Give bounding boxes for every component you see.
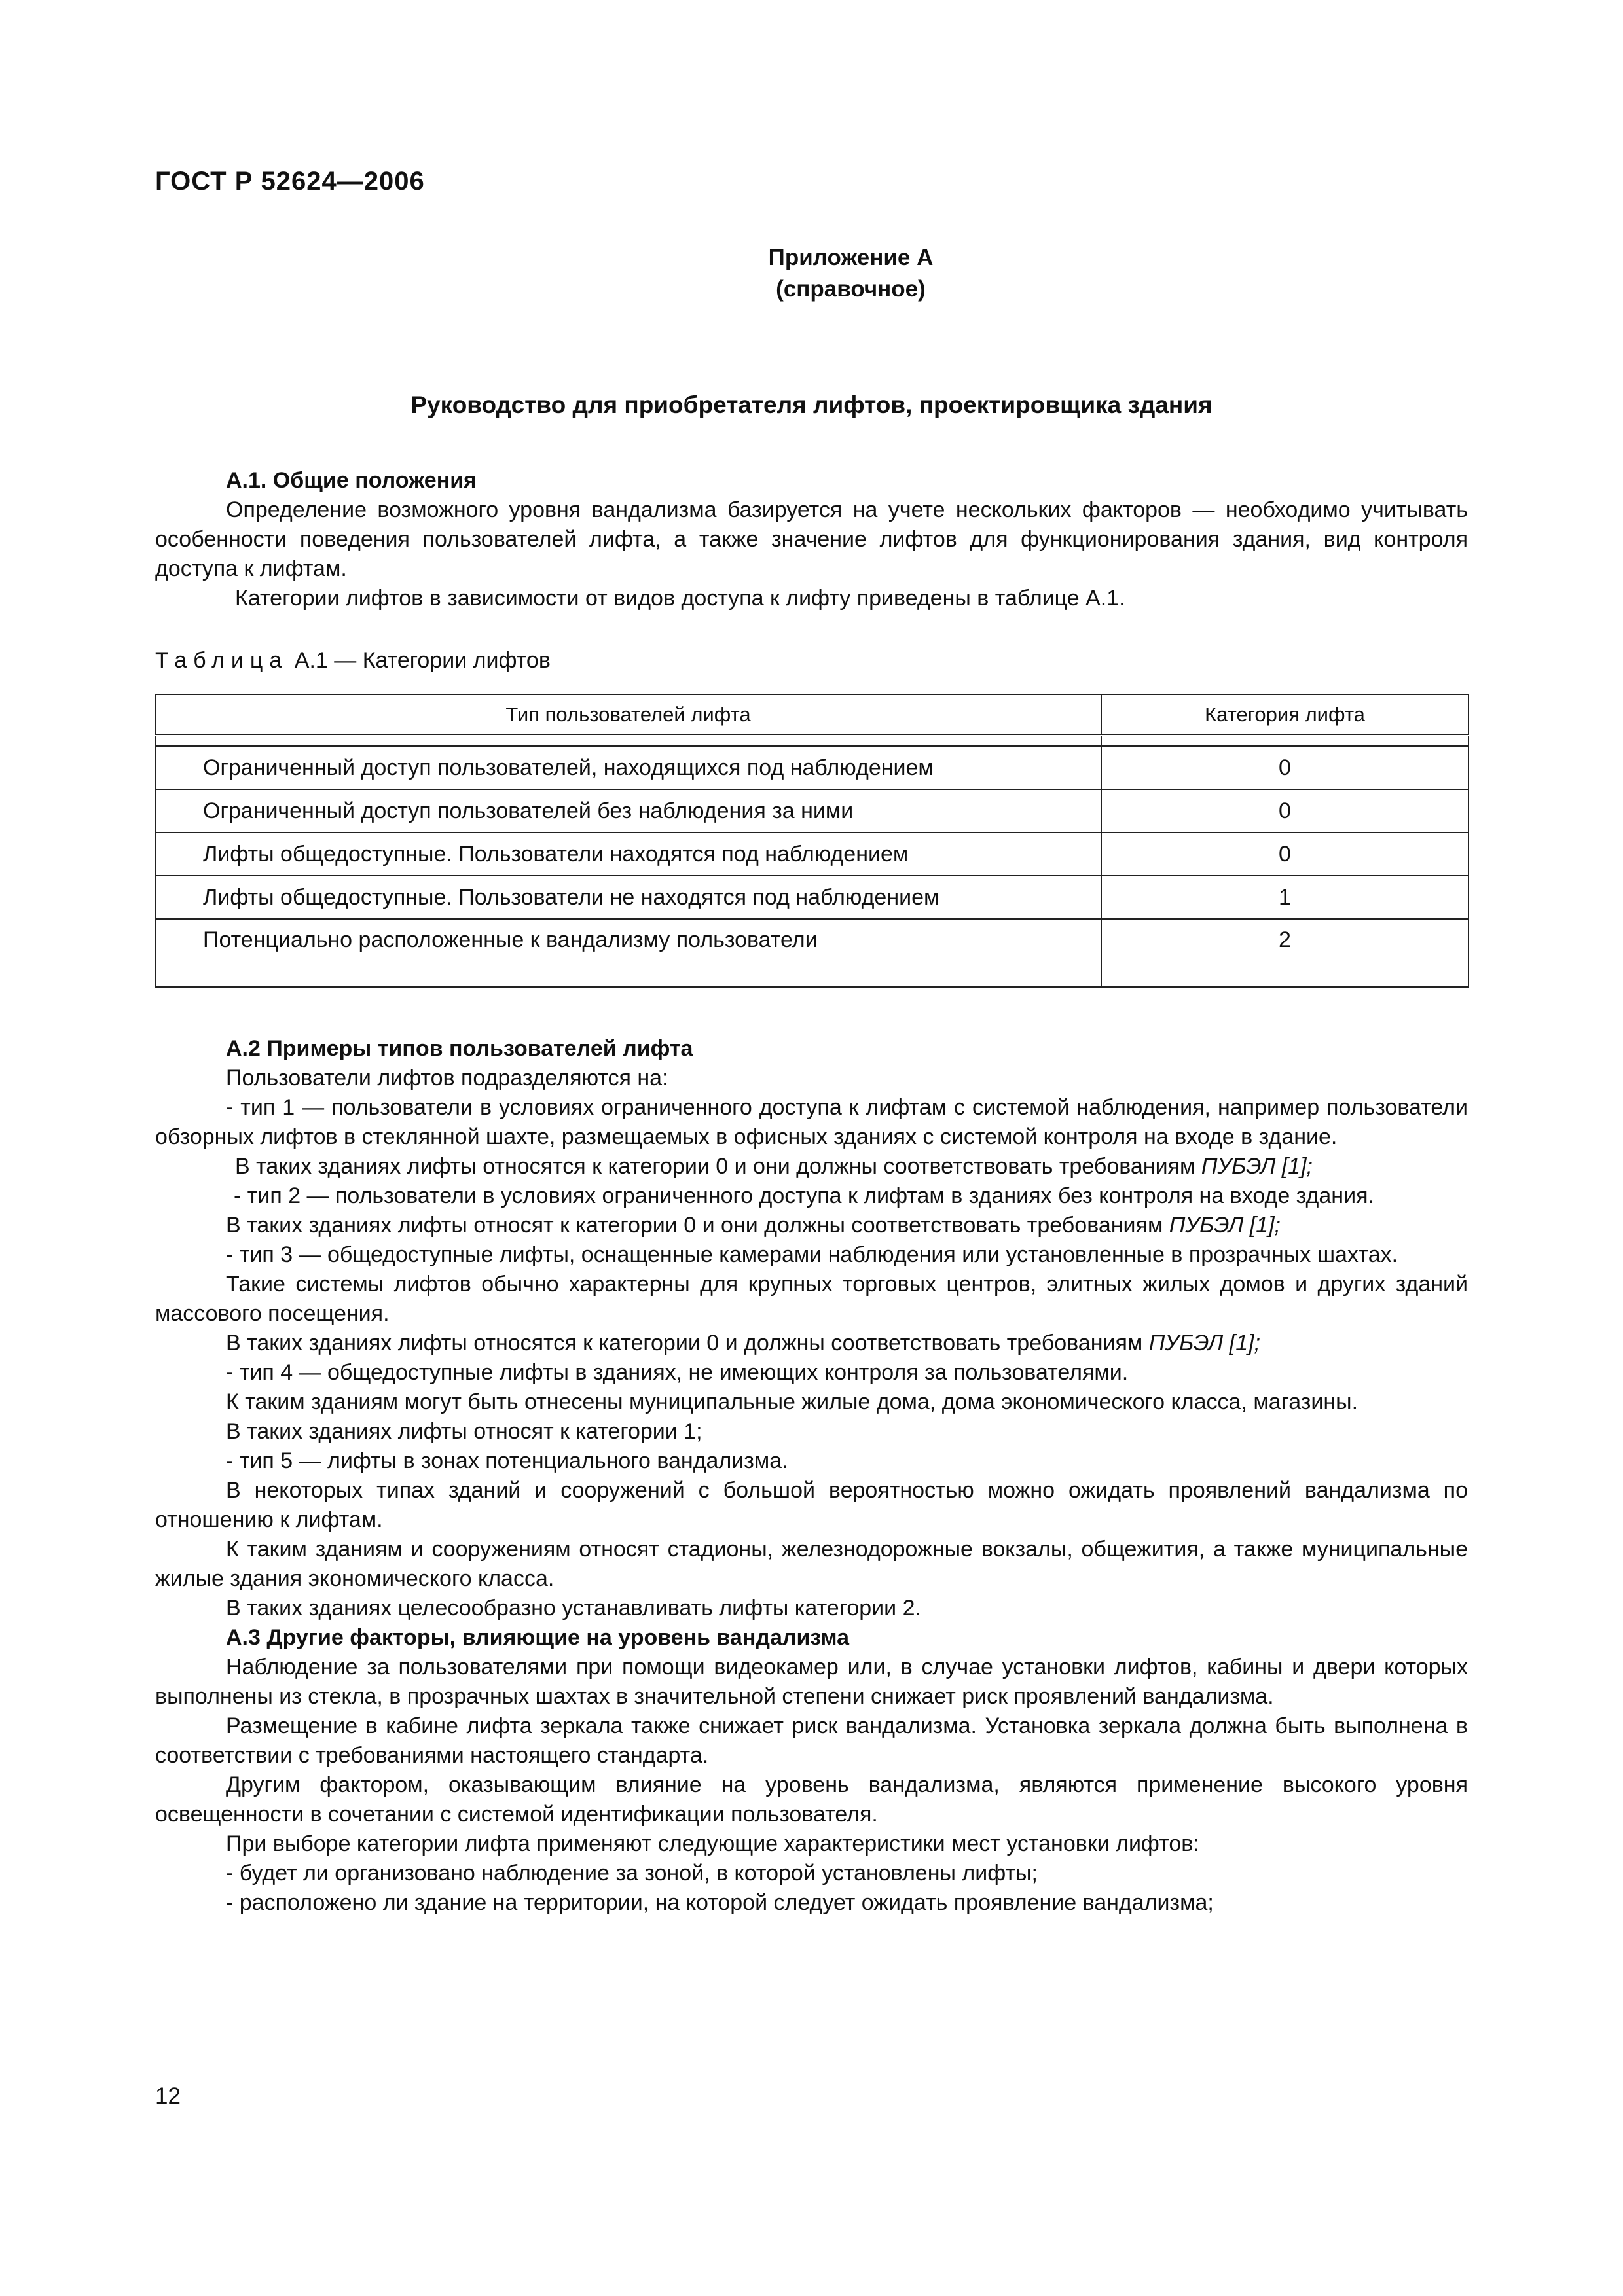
type-2-item: - тип 2 — пользователи в условиях ограниченного доступа к лифтам в зданиях без контроля на входе здания. xyxy=(234,1183,1374,1208)
table-cell-category: 0 xyxy=(1101,789,1468,833)
type-4-item: - тип 4 — общедоступные лифты в зданиях, не имеющих контроля за пользователями. xyxy=(226,1360,1129,1385)
section-a3-heading: А.3 Другие факторы, влияющие на уровень вандализма xyxy=(226,1625,850,1650)
table-row xyxy=(155,746,1468,789)
section-a2-intro: Пользователи лифтов подразделяются на: xyxy=(226,1066,668,1090)
section-a1-heading: А.1. Общие положения xyxy=(226,468,477,493)
section-a3-paragraph-1: Наблюдение за пользователями при помощи видеокамер или, в случае установки лифтов, кабины и двери которых выполнены из стекла, в прозрачных шахтах в значительной степени снижает риск проявлений вандализма. xyxy=(155,1655,1468,1709)
table-caption-text: А.1 — Категории лифтов xyxy=(294,648,551,673)
table-cell-category: 1 xyxy=(1101,876,1468,919)
table-cell-type: Лифты общедоступные. Пользователи не находятся под наблюдением xyxy=(155,876,1101,919)
type-1-item: - тип 1 — пользователи в условиях ограниченного доступа к лифтам с системой наблюдения, например пользователи обзорных лифтов в стеклянной шахте, размещаемых в офисных зданиях с системой контроля на входе в здание. xyxy=(155,1095,1468,1149)
section-a3-bullet-2: - расположено ли здание на территории, на которой следует ожидать проявление вандализма; xyxy=(226,1890,1214,1915)
table-caption-word: Таблица xyxy=(155,648,289,673)
pubel-reference: ПУБЭЛ [1]; xyxy=(1169,1213,1281,1238)
pubel-reference: ПУБЭЛ [1]; xyxy=(1148,1331,1260,1355)
categories-table xyxy=(155,694,1469,988)
table-header-type: Тип пользователей лифта xyxy=(155,694,1101,736)
table-cell-type: Ограниченный доступ пользователей без наблюдения за ними xyxy=(155,789,1101,833)
table-cell-type: Потенциально расположенные к вандализму пользователи xyxy=(155,919,1101,987)
table-row xyxy=(155,919,1468,987)
table-cell-type: Лифты общедоступные. Пользователи находятся под наблюдением xyxy=(155,833,1101,876)
section-a3-paragraph-2: Размещение в кабине лифта зеркала также снижает риск вандализма. Установка зеркала должна быть выполнена в соответствии с требованиями настоящего стандарта. xyxy=(155,1713,1468,1768)
type-5-item: - тип 5 — лифты в зонах потенциального вандализма. xyxy=(226,1448,788,1473)
section-a2-heading: А.2 Примеры типов пользователей лифта xyxy=(226,1036,693,1061)
section-a3-paragraph-4: При выборе категории лифта применяют следующие характеристики мест установки лифтов: xyxy=(226,1831,1199,1856)
type-3-description: Такие системы лифтов обычно характерны для крупных торговых центров, элитных жилых домов и других зданий массового посещения. xyxy=(155,1272,1468,1326)
section-a3-paragraph-3: Другим фактором, оказывающим влияние на уровень вандализма, являются применение высокого уровня освещенности в сочетании с системой идентификации пользователя. xyxy=(155,1772,1468,1827)
annex-kind: (справочное) xyxy=(776,276,926,302)
type-3-note xyxy=(155,1329,1468,1358)
table-caption xyxy=(155,648,551,673)
table-header-row xyxy=(155,694,1468,736)
table-header-category: Категория лифта xyxy=(1101,694,1468,736)
annex-title: Приложение А xyxy=(768,245,934,270)
page-number: 12 xyxy=(155,2083,181,2109)
document-title: Руководство для приобретателя лифтов, проектировщика здания xyxy=(410,391,1213,418)
standard-code: ГОСТ Р 52624—2006 xyxy=(155,167,425,196)
table-row xyxy=(155,876,1468,919)
table-cell-category: 0 xyxy=(1101,833,1468,876)
type-4-description: К таким зданиям могут быть отнесены муниципальные жилые дома, дома экономического класса, магазины. xyxy=(226,1390,1359,1414)
type-5-description-1: В некоторых типах зданий и сооружений с большой вероятностью можно ожидать проявлений вандализма по отношению к лифтам. xyxy=(155,1478,1468,1532)
table-row xyxy=(155,833,1468,876)
type-3-note-text: В таких зданиях лифты относятся к категории 0 и должны соответствовать требованиям xyxy=(226,1331,1149,1355)
type-5-note: В таких зданиях целесообразно устанавливать лифты категории 2. xyxy=(226,1596,921,1621)
type-1-note xyxy=(155,1152,1468,1181)
section-a1 xyxy=(155,466,1468,613)
section-a1-paragraph-2: Категории лифтов в зависимости от видов доступа к лифту приведены в таблице А.1. xyxy=(235,586,1125,611)
type-2-note-text: В таких зданиях лифты относят к категории 0 и они должны соответствовать требованиям xyxy=(226,1213,1169,1238)
table-cell-category: 2 xyxy=(1101,919,1468,987)
table-header-separator xyxy=(155,736,1468,747)
pubel-reference: ПУБЭЛ [1]; xyxy=(1201,1154,1313,1179)
type-3-item: - тип 3 — общедоступные лифты, оснащенные камерами наблюдения или установленные в прозрачных шахтах. xyxy=(226,1242,1398,1267)
section-a3-bullet-1: - будет ли организовано наблюдение за зоной, в которой установлены лифты; xyxy=(226,1861,1038,1886)
table-row xyxy=(155,789,1468,833)
type-4-note: В таких зданиях лифты относят к категории 1; xyxy=(226,1419,702,1444)
type-5-description-2: К таким зданиям и сооружениям относят стадионы, железнодорожные вокзалы, общежития, а также муниципальные жилые здания экономического класса. xyxy=(155,1537,1468,1591)
section-a1-paragraph-1: Определение возможного уровня вандализма базируется на учете нескольких факторов — необходимо учитывать особенности поведения пользователей лифта, а также значение лифтов для функционирования здания, вид контроля доступа к лифтам. xyxy=(155,497,1468,581)
section-a2 xyxy=(155,1034,1468,1918)
type-1-note-text: В таких зданиях лифты относятся к категории 0 и они должны соответствовать требованиям xyxy=(235,1154,1201,1179)
table-cell-category: 0 xyxy=(1101,746,1468,789)
table-cell-type: Ограниченный доступ пользователей, находящихся под наблюдением xyxy=(155,746,1101,789)
type-2-note xyxy=(155,1211,1468,1240)
